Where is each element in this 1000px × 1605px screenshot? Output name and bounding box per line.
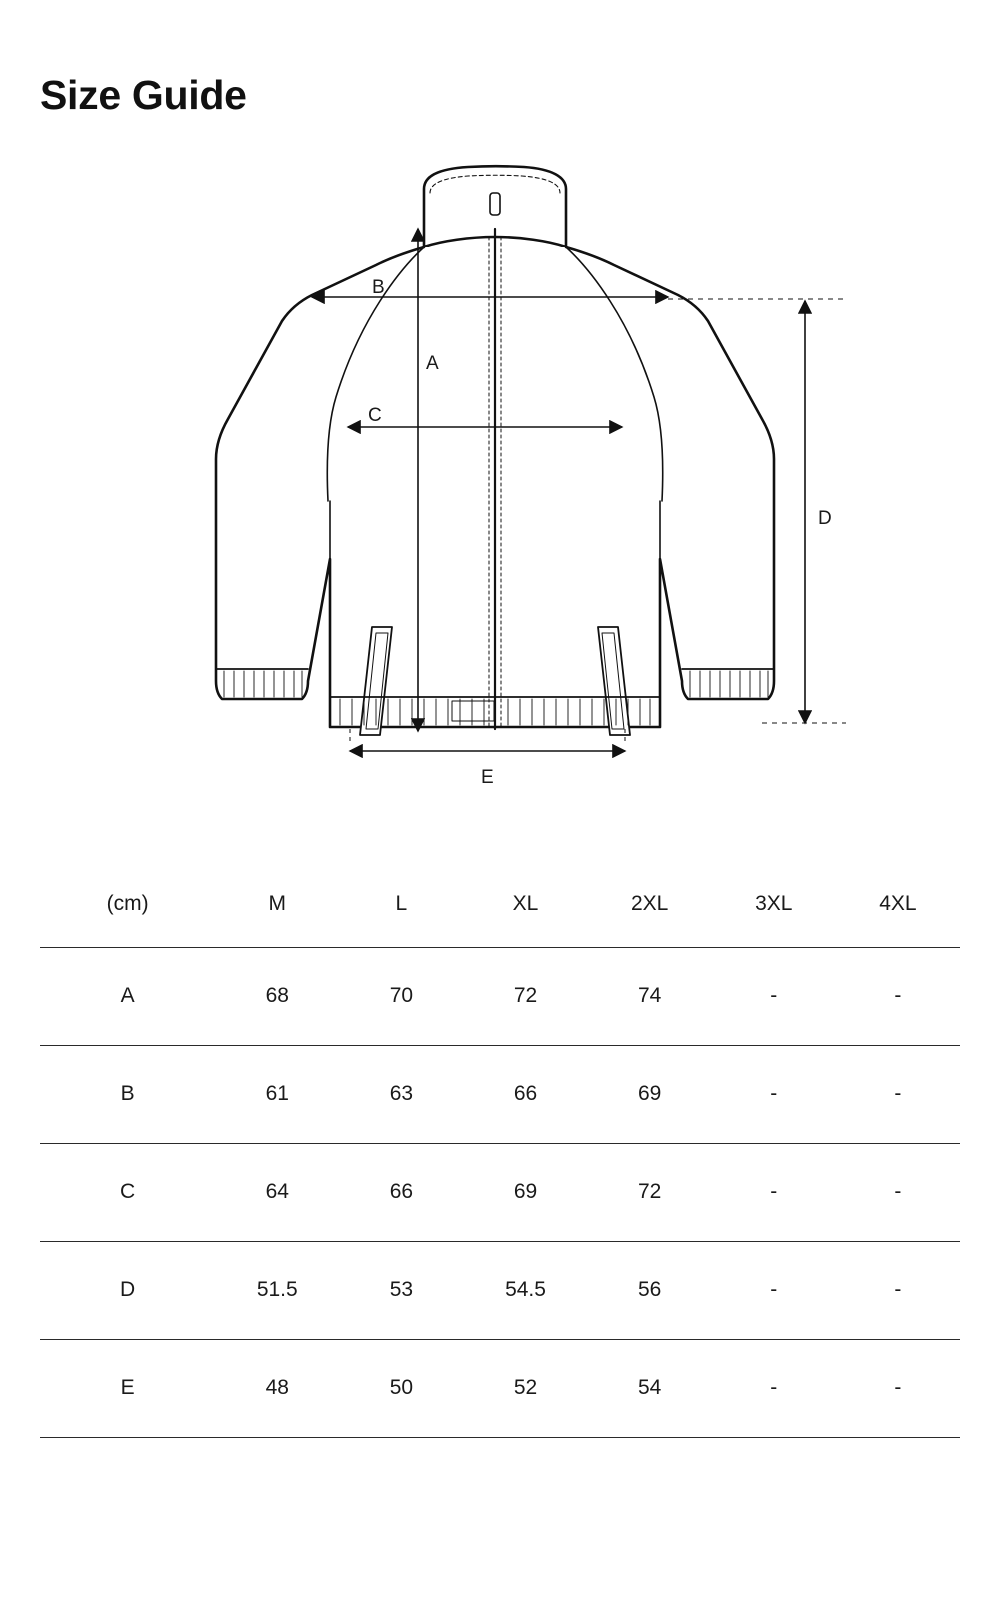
cell-e-m: 48: [215, 1339, 339, 1437]
cell-a-4xl: -: [836, 947, 960, 1045]
cell-a-xl: 72: [463, 947, 587, 1045]
cell-c-xl: 69: [463, 1143, 587, 1241]
cell-a-3xl: -: [712, 947, 836, 1045]
cell-d-m: 51.5: [215, 1241, 339, 1339]
cell-b-2xl: 69: [588, 1045, 712, 1143]
cell-b-l: 63: [339, 1045, 463, 1143]
cell-e-xl: 52: [463, 1339, 587, 1437]
size-table-head: [40, 861, 960, 947]
cell-d-xl: 54.5: [463, 1241, 587, 1339]
cell-c-l: 66: [339, 1143, 463, 1241]
cell-c-2xl: 72: [588, 1143, 712, 1241]
row-label-c: C: [40, 1143, 215, 1241]
label-a: A: [426, 353, 439, 374]
table-row: [40, 1143, 960, 1241]
cell-d-3xl: -: [712, 1241, 836, 1339]
size-header-m: M: [215, 861, 339, 947]
page-title: Size Guide: [40, 72, 247, 118]
size-header-2xl: 2XL: [588, 861, 712, 947]
table-row: [40, 1339, 960, 1437]
table-row: [40, 1045, 960, 1143]
row-label-e: E: [40, 1339, 215, 1437]
cell-b-xl: 66: [463, 1045, 587, 1143]
row-label-d: D: [40, 1241, 215, 1339]
cell-d-l: 53: [339, 1241, 463, 1339]
cell-c-m: 64: [215, 1143, 339, 1241]
cell-b-m: 61: [215, 1045, 339, 1143]
cell-e-3xl: -: [712, 1339, 836, 1437]
label-d: D: [818, 508, 832, 529]
label-b: B: [372, 277, 385, 298]
size-table-wrap: [0, 861, 1000, 1438]
table-row: [40, 1241, 960, 1339]
cell-e-2xl: 54: [588, 1339, 712, 1437]
cell-b-3xl: -: [712, 1045, 836, 1143]
row-label-b: B: [40, 1045, 215, 1143]
table-row: [40, 947, 960, 1045]
jacket-illustration: [216, 166, 774, 735]
cell-a-2xl: 74: [588, 947, 712, 1045]
row-label-a: A: [40, 947, 215, 1045]
cell-e-l: 50: [339, 1339, 463, 1437]
size-header-3xl: 3XL: [712, 861, 836, 947]
unit-header: (cm): [40, 861, 215, 947]
jacket-diagram-svg: [0, 129, 1000, 849]
cell-a-m: 68: [215, 947, 339, 1045]
size-header-l: L: [339, 861, 463, 947]
size-table-body: [40, 947, 960, 1437]
size-header-4xl: 4XL: [836, 861, 960, 947]
size-table: [40, 861, 960, 1438]
size-header-xl: XL: [463, 861, 587, 947]
cell-e-4xl: -: [836, 1339, 960, 1437]
cell-c-4xl: -: [836, 1143, 960, 1241]
cell-d-2xl: 56: [588, 1241, 712, 1339]
jacket-diagram: [0, 129, 1000, 849]
cell-a-l: 70: [339, 947, 463, 1045]
cell-b-4xl: -: [836, 1045, 960, 1143]
label-c: C: [368, 405, 382, 426]
label-e: E: [481, 767, 494, 788]
cell-c-3xl: -: [712, 1143, 836, 1241]
table-header-row: [40, 861, 960, 947]
cell-d-4xl: -: [836, 1241, 960, 1339]
